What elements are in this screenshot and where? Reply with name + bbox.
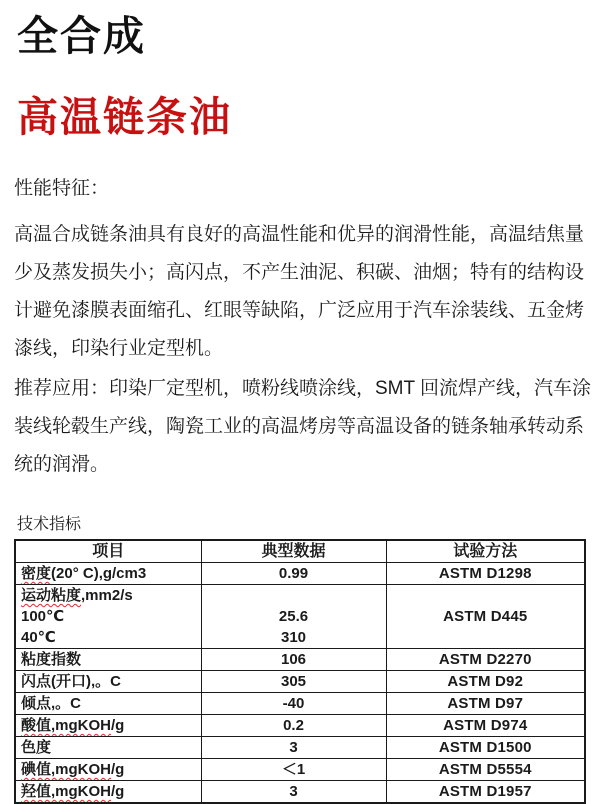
spec-item-text: /g [111, 783, 125, 800]
spec-item-text: 色度 [21, 739, 52, 756]
spec-value-cell: 106 [201, 649, 386, 671]
spec-method-cell: ASTM D1298 [386, 563, 585, 585]
spec-method-cell: ASTM D974 [386, 715, 585, 737]
spec-item-text: 40℃ [21, 629, 56, 646]
spec-value-cell: 0.99 [201, 563, 386, 585]
performance-line: 高温合成链条油具有良好的高温性能和优异的润滑性能，高温结焦量 [14, 224, 585, 245]
spec-item-text: 粘度指数 [21, 651, 82, 668]
spec-row [15, 693, 585, 715]
spec-item-text: 倾点,。C [21, 695, 82, 712]
spellcheck-squiggle-text: 密度 [21, 565, 52, 582]
spec-item-text: 100℃ [21, 608, 65, 625]
application-line: 推荐应用：印染厂定型机，喷粉线喷涂线，SMT 回流焊产线，汽车涂 [14, 378, 592, 399]
spec-method-cell: ASTM D2270 [386, 649, 585, 671]
spec-item-cell [15, 759, 201, 781]
spec-value-cell: 25.6 310 [201, 585, 386, 649]
performance-line: 少及蒸发损失小；高闪点，不产生油泥、积碳、油烟；特有的结构设 [14, 262, 585, 283]
spec-value-cell: -40 [201, 693, 386, 715]
product-series-title: 全合成 [17, 13, 146, 59]
spec-item-text: /g [111, 761, 125, 778]
spec-item-cell [15, 649, 201, 671]
performance-section-label: 性能特征： [14, 178, 110, 199]
application-line: 装线轮毂生产线，陶瓷工业的高温烤房等高温设备的链条轴承转动系 [14, 416, 585, 437]
specs-table [14, 539, 586, 804]
performance-line: 计避免漆膜表面缩孔、红眼等缺陷，广泛应用于汽车涂装线、五金烤 [14, 300, 585, 321]
application-line: 统的润滑。 [14, 454, 110, 475]
application-paragraph [14, 370, 592, 484]
spec-item-text: ,mm2/s [81, 587, 133, 604]
spec-row [15, 759, 585, 781]
spellcheck-squiggle-text: 羟值,mgKOH [21, 783, 112, 800]
spellcheck-squiggle-text: 酸值,mgKOH [21, 717, 112, 734]
spec-item-cell [15, 737, 201, 759]
spec-row [15, 585, 585, 649]
performance-paragraph [14, 216, 586, 368]
spec-method-cell: ASTM D445 [386, 585, 585, 649]
col-header-test-method: 试验方法 [386, 540, 585, 563]
specs-table-caption: 技术指标 [17, 516, 82, 533]
spec-item-cell [15, 715, 201, 737]
performance-line: 漆线，印染行业定型机。 [14, 338, 224, 359]
spec-method-cell: ASTM D97 [386, 693, 585, 715]
spec-row [15, 671, 585, 693]
col-header-item: 项目 [15, 540, 201, 563]
spellcheck-squiggle-text: 碘值,mgKOH [21, 761, 112, 778]
spec-row [15, 715, 585, 737]
spec-value-cell: 3 [201, 781, 386, 804]
spec-item-text: (20° C),g/cm3 [51, 565, 147, 582]
spec-value-cell: 305 [201, 671, 386, 693]
spec-row [15, 649, 585, 671]
spec-method-cell: ASTM D1500 [386, 737, 585, 759]
product-name-title: 高温链条油 [17, 94, 232, 140]
spec-value-cell: 0.2 [201, 715, 386, 737]
specs-header-row [15, 540, 585, 563]
col-header-typical-data: 典型数据 [201, 540, 386, 563]
spellcheck-squiggle-text: 运动粘度 [21, 587, 82, 604]
spec-item-cell [15, 693, 201, 715]
spec-item-text: 闪点(开口),。C [21, 673, 121, 690]
spec-value-cell: 3 [201, 737, 386, 759]
spec-item-text: /g [111, 717, 125, 734]
spec-item-cell [15, 585, 201, 649]
spec-row [15, 563, 585, 585]
spec-method-cell: ASTM D92 [386, 671, 585, 693]
spec-value-cell: ＜1 [201, 759, 386, 781]
spec-item-cell [15, 563, 201, 585]
spec-method-cell: ASTM D1957 [386, 781, 585, 804]
spec-item-cell [15, 671, 201, 693]
spec-method-cell: ASTM D5554 [386, 759, 585, 781]
spec-row [15, 737, 585, 759]
